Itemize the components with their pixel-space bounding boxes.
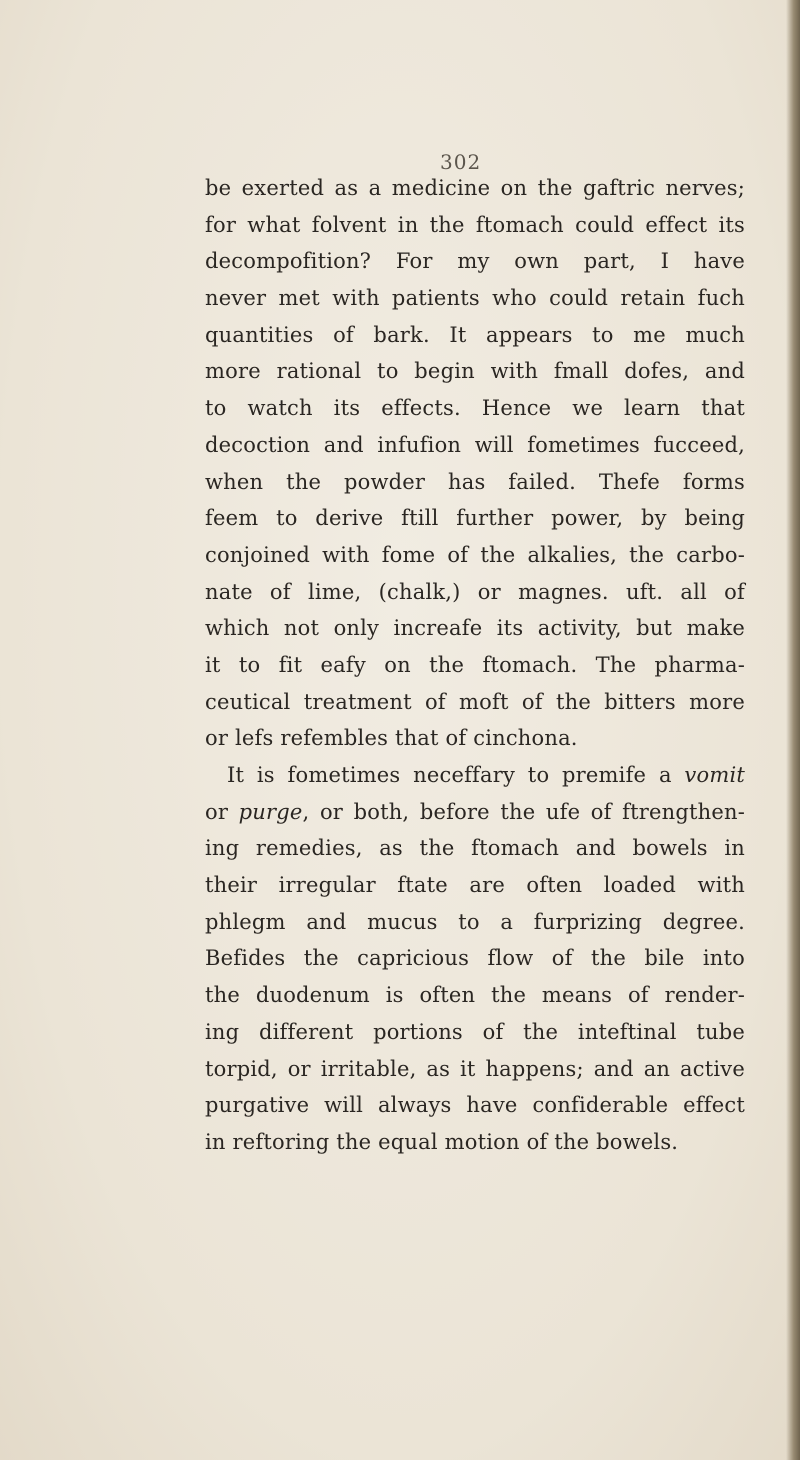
text-line: ceutical treatment of moft of the bitters more — [205, 689, 745, 714]
text-line: more rational to begin with fmall dofes, and — [205, 359, 745, 384]
text-segment: , or both, before the ufe of ftrengthen- — [302, 799, 745, 824]
text-line: their irregular ftate are often loaded with — [205, 873, 745, 898]
text-line — [205, 757, 745, 794]
text-segment: It is fometimes neceffary to premife a — [227, 763, 685, 787]
body-text — [205, 170, 745, 1161]
page-number: 302 — [440, 150, 482, 174]
text-line: decoction and infufion will fometimes fucceed, — [205, 432, 745, 457]
text-line: torpid, or irritable, as it happens; and an active — [205, 1056, 745, 1081]
text-line: the duodenum is often the means of render- — [205, 983, 745, 1008]
text-line: quantities of bark. It appears to me much — [205, 322, 745, 347]
italic-term: vomit — [684, 763, 745, 787]
text-line — [205, 794, 745, 831]
text-line: nate of lime, (chalk,) or magnes. uft. all of — [205, 579, 745, 604]
text-line: ing different portions of the inteftinal tube — [205, 1019, 745, 1044]
text-line: which not only increafe its activity, but make — [205, 616, 745, 641]
text-line: when the powder has failed. Thefe forms — [205, 469, 745, 494]
text-line: conjoined with fome of the alkalies, the carbo- — [205, 542, 745, 567]
text-line: it to fit eafy on the ftomach. The pharma- — [205, 652, 745, 677]
text-line: feem to derive ftill further power, by being — [205, 506, 745, 531]
text-line: or lefs refembles that of cinchona. — [205, 726, 578, 751]
text-line: never met with patients who could retain fuch — [205, 286, 745, 311]
text-line: phlegm and mucus to a furprizing degree. — [205, 909, 745, 934]
text-line: ing remedies, as the ftomach and bowels in — [205, 836, 745, 861]
text-line: purgative will always have confiderable effect — [205, 1093, 745, 1118]
text-line: decompofition? For my own part, I have — [205, 249, 745, 274]
text-line: to watch its effects. Hence we learn that — [205, 396, 745, 421]
text-line: in reftoring the equal motion of the bowels. — [205, 1129, 679, 1154]
page-edge-shadow — [786, 0, 800, 1460]
text-line: Befides the capricious flow of the bile into — [205, 946, 745, 971]
text-line: be exerted as a medicine on the gaftric nerves; — [205, 176, 745, 200]
text-segment: or — [205, 799, 239, 824]
italic-term: purge — [238, 799, 303, 824]
text-line: for what folvent in the ftomach could effect its — [205, 212, 745, 237]
